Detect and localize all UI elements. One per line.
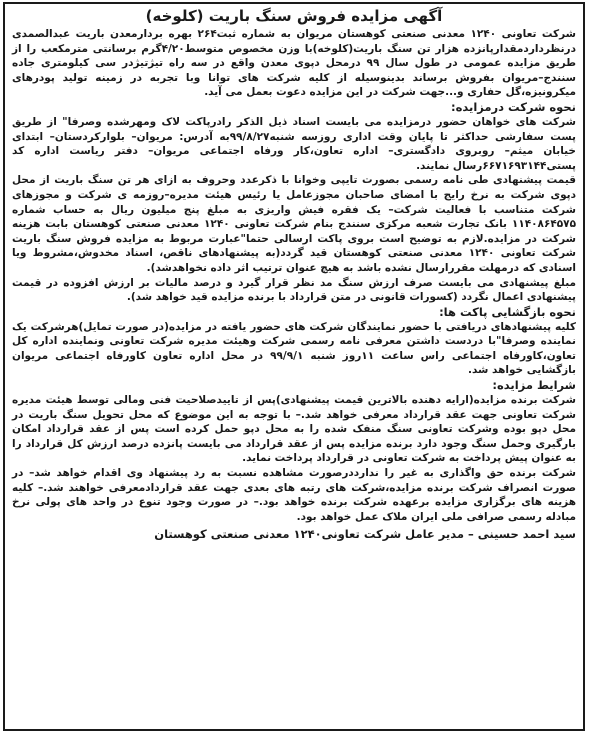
participation-paragraph-2: قیمت پیشنهادی طی نامه رسمی بصورت تایپی وخوانا با ذکرعدد وحروف به ازای هر تن سنگ باریت از محل دپوی شرکت به نرخ رایج با امضای صاحبان مجوزعامل یا رئیس هیئت مدیره–روزمه ی شرکت و مجوزهای شرکت متناسب با فعالیت شرکت– یک فقره فیش واریزی به مبلغ پنج میلیون ریال به حساب شماره ۱۱۴۰۸۶۴۵۷۵ بانک تجارت شعبه مرکزی سنندج بنام شرکت تعاونی ۱۲۴۰ معدنی صنعتی کوهستان بابت هزینه شرکت در مزایده.لازم به توضیح است بروی پاکت ارسالی حتما"عبارت مربوط به مزایده فروش سنگ باریت شرکت تعاونی ۱۲۴۰ معدنی صنعتی کوهستان قید گردد(به پیشنهادهای ناقص، اسناد مخدوش،مشروط ویا اسنادی که درمهلت مقررارسال نشده باشد به هیچ عنوان ترتیب اثر داده نخواهدشد). [12, 174, 576, 274]
notice-title: آگهی مزایده فروش سنگ باریت (کلوخه) [145, 7, 443, 25]
opening-paragraph-1: کلیه پیشنهادهای دریافتی با حضور نمایندگان شرکت های حضور یافته در مزایده(در صورت تمایل)هرشرکت یک نماینده وصرفا"با دردست داشتن معرفی نامه رسمی شرکت وهیئت مدیره شرکت تعاونی ونماینده اداره کل تعاون،کاورفاه اجتماعی راس ساعت ۱۱روز شنبه ۹۹/۹/۱ در محل اداره تعاون کاورفاه اجتماعی مریوان بازگشایی خواهد شد. [12, 320, 576, 377]
section-heading-opening: نحوه بازگشایی پاکت ها: [439, 304, 576, 319]
intro-paragraph: شرکت تعاونی ۱۲۴۰ معدنی صنعتی کوهستان مریوان به شماره ثبت۲۶۴ بهره بردارمعدن باریت عبدالصمدی درنظرداردمقدارپانزده هزار تن سنگ باریت(کلوخه)با وزن مخصوص متوسط۴/۲۰گرم برسانتی مترمکعب را از طریق مزایده عمومی در طول سال ۹۹ درمحل دپوی معدن واقع در سه راه تیژتیژدر سی کیلومتری جاده سنندج–مریوان بفروش برساند بدینوسیله از کلیه شرکت های توانا وبا تجربه در زمینه تولید پودرهای میکرونیزه،گل حفاری و...جهت شرکت در این مزایده دعوت بعمل می آید. [12, 28, 577, 99]
conditions-paragraph-1: شرکت برنده مزایده(ارایه دهنده بالاترین قیمت پیشنهادی)پس از تاییدصلاحیت فنی ومالی توسط هیئت مدیره شرکت تعاونی جهت عقد قرارداد معرفی خواهد شد.– با توجه به این موضوع که محل تحویل سنگ باریت در محل دپو بوده وشرکت تعاونی سنگ منفک شده را به محل دپو حمل کرده است پس از عقد قرارداد امکان بارگیری وحمل سنگ وجود دارد برنده مزایده پس از عقد قرارداد می بایست پانزده درصد ارزش کل قرارداد را به عنوان پیش پرداخت به شرکت تعاونی در قرارداد پرداخت نماید. [12, 394, 576, 465]
section-heading-participation: نحوه شرکت درمزایده: [450, 99, 576, 114]
section-heading-conditions: شرایط مزایده: [492, 378, 576, 393]
notice-frame [3, 2, 585, 731]
participation-paragraph-1: شرکت های خواهان حضور درمزایده می بایست اسناد ذیل الذکر رادرپاکت لاک ومهرشده وصرفا" از طریق پست سفارشی حداکثر تا پایان وقت اداری روزسه شنبه۹۹/۸/۲۷به آدرس: مریوان– بلوارکردستان– ابتدای خیابان میثم– روبروی دادگستری– اداره تعاون،کار ورفاه اجتماعی مریوان– دفتر ریاست اداره کد پستی۶۶۷۱۶۹۳۱۴۴رسال نمایند. [12, 115, 576, 172]
participation-paragraph-3: مبلغ پیشنهادی می بایست صرف ارزش سنگ مد نظر قرار گیرد و درصد مالیات بر ارزش افزوده در قیمت پیشنهادی اعمال نگردد (کسورات قانونی در متن قرارداد با برنده مزایده قید خواهد شد). [12, 276, 576, 304]
conditions-paragraph-2: شرکت برنده حق واگذاری به غیر را ندارددرصورت مشاهده نسبت به رد پیشنهاد وی اقدام خواهد شد– در صورت انصراف شرکت برنده مزایده،شرکت های رتبه های بعدی جهت عقد قراردادمعرفی خواهند شد.– کلیه هزینه های برگزاری مزایده برعهده شرکت برنده خواهد بود.– در صورت وجود تنوع در واحد های پولی نرخ مبادله رسمی صرافی ملی ایران ملاک عمل خواهد بود. [12, 467, 576, 523]
signature-line: سید احمد حسینی – مدیر عامل شرکت تعاونی۱۲۴۰ معدنی صنعتی کوهستان [154, 527, 576, 542]
